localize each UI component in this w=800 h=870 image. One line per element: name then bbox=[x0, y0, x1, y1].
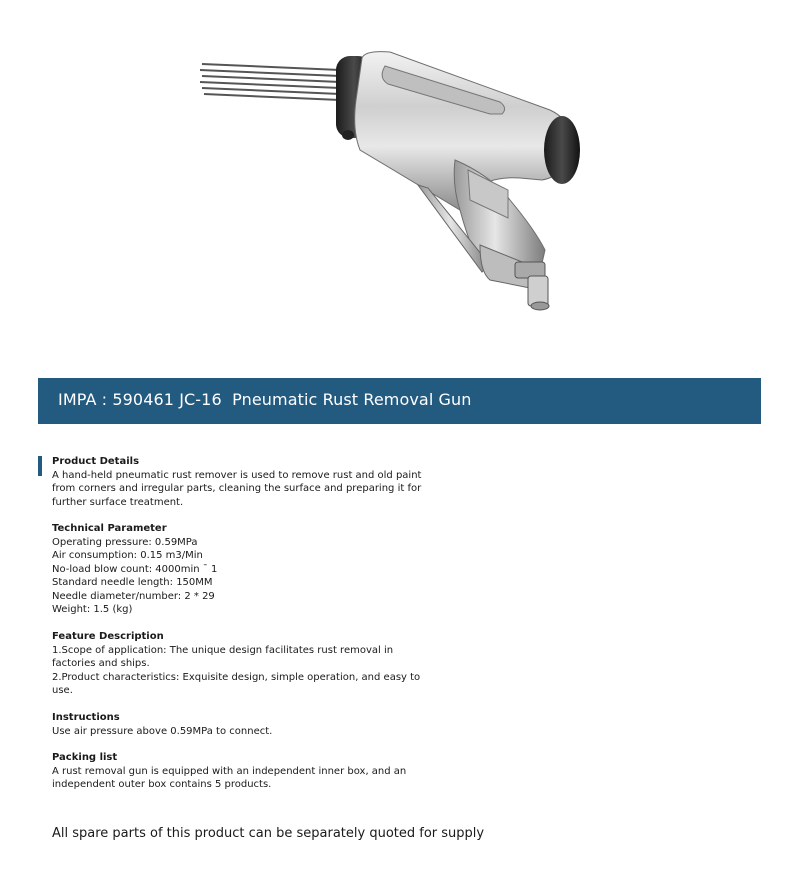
product-title: IMPA : 590461 JC-16 Pneumatic Rust Removal Gun bbox=[58, 390, 472, 409]
product-details-section bbox=[52, 455, 422, 509]
section-heading: Instructions bbox=[52, 712, 120, 723]
product-image bbox=[190, 40, 600, 320]
text-line: Use air pressure above 0.59MPa to connect. bbox=[52, 725, 273, 737]
section-accent-bar bbox=[38, 456, 42, 476]
section-heading: Technical Parameter bbox=[52, 523, 167, 534]
text-line: Needle diameter/number: 2 * 29 bbox=[52, 590, 215, 602]
text-line: independent outer box contains 5 products. bbox=[52, 779, 272, 790]
text-line: Standard needle length: 150MM bbox=[52, 577, 213, 588]
text-line: Operating pressure: 0.59MPa bbox=[52, 536, 198, 548]
text-line: further surface treatment. bbox=[52, 496, 184, 508]
footer-note: All spare parts of this product can be separately quoted for supply bbox=[52, 826, 485, 841]
text-line: No-load blow count: 4000min ˉ 1 bbox=[52, 563, 218, 575]
text-line: Air consumption: 0.15 m3/Min bbox=[52, 550, 203, 561]
section-heading: Feature Description bbox=[52, 631, 164, 642]
section-heading: Packing list bbox=[52, 752, 118, 763]
text-line: A hand-held pneumatic rust remover is used to remove rust and old paint bbox=[52, 469, 422, 481]
title-banner bbox=[38, 378, 761, 424]
text-line: Weight: 1.5 (kg) bbox=[52, 604, 133, 615]
text-line: 2.Product characteristics: Exquisite design, simple operation, and easy to bbox=[52, 671, 421, 683]
text-line: A rust removal gun is equipped with an independent inner box, and an bbox=[52, 765, 407, 777]
text-line: from corners and irregular parts, cleaning the surface and preparing it for bbox=[52, 483, 422, 494]
text-line: use. bbox=[52, 685, 73, 696]
text-line: 1.Scope of application: The unique design facilitates rust removal in bbox=[52, 644, 394, 656]
technical-parameter-section bbox=[52, 522, 412, 617]
packing-list-section bbox=[52, 751, 412, 792]
text-line: factories and ships. bbox=[52, 658, 150, 669]
feature-description-section bbox=[52, 630, 421, 698]
instructions-section bbox=[52, 711, 412, 738]
section-heading: Product Details bbox=[52, 456, 140, 467]
